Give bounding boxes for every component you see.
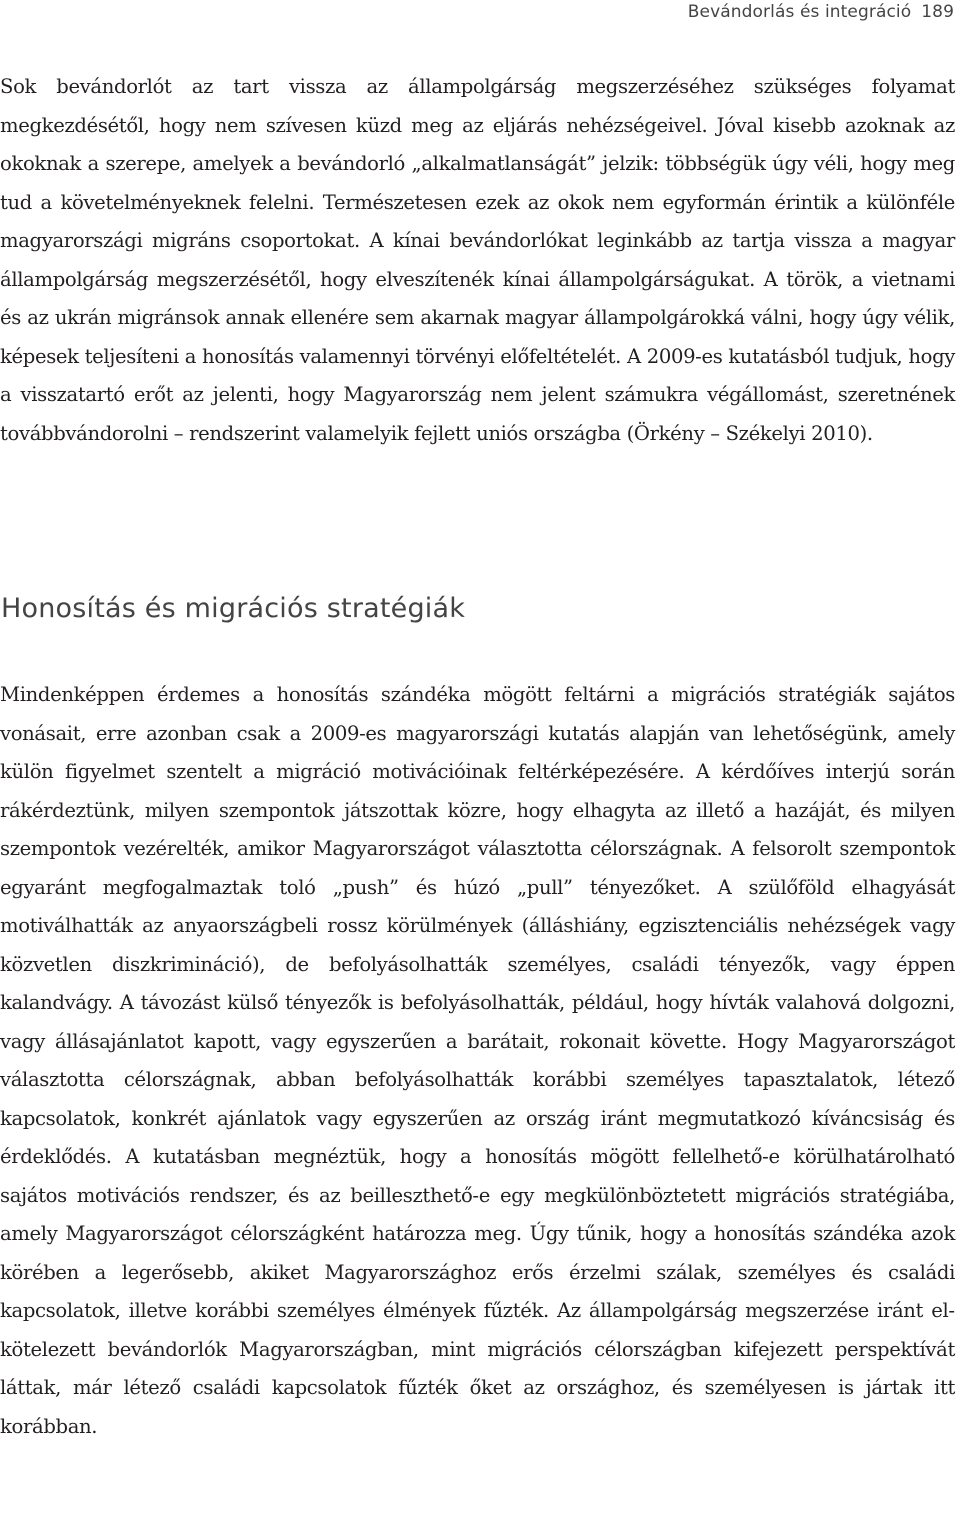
running-title: Bevándorlás és integráció: [687, 2, 912, 22]
running-header: [688, 2, 954, 22]
body-paragraph-strategies: Mindenképpen érdemes a honosítás szándéka mögött feltárni a migrációs stratégiák sajátos vonásait, erre azonban csak a 2009-es magyarországi kutatás alapján van lehetőségünk, amely külön figyelmet szentelt a migráció motivációinak feltérképezésére. A kérdőíves interjú során rákérdeztünk, milyen szempontok játszottak közre, hogy elhagyta az illető a hazáját, és milyen szempontok vezérelték, amikor Magyarországot választotta célországnak. A felsorolt szempontok egyaránt megfogalmaztak toló „push” és húzó „pull” tényezőket. A szülőföld elhagyását motiválhatták az anyaországbeli rossz körülmények (álláshiány, egzisztenciális nehézségek vagy közvetlen diszkrimináció), de befolyásolhatták személyes, családi tényezők, vagy éppen kalandvágy. A távozást külső tényezők is befolyásolhatták, például, hogy hívták valahová dolgozni, vagy állásajánlatot kapott, vagy egyszerűen a barátait, rokonait követte. Hogy Magyarországot választotta célországnak, abban befolyásolhatták korábbi személyes tapasztalatok, létező kapcsolatok, konkrét ajánlatok vagy egyszerűen az ország iránt megmutatkozó kíváncsiság és érdeklődés. A kutatásban megnéztük, hogy a honosítás mögött fellelhető-e körülhatárolható sajátos motivációs rendszer, és az beilleszthető-e egy megkülönböztetett migrációs stratégiába, amely Magyarországot célországként határozza meg. Úgy tűnik, hogy a honosítás szándéka azok körében a legerősebb, akiket Magyarországhoz erős érzelmi szálak, személyes és családi kapcsolatok, illetve korábbi személyes élmények fűzték. Az állampolgárság megszerzése iránt elkötelezett bevándorlók Magyarországban, mint migrációs célországban kifejezett perspektívát láttak, már létező családi kapcsolatok fűzték őket az országhoz, és személyesen is jártak itt korábban.: [0, 683, 955, 1438]
body-paragraph-intro: Sok bevándorlót az tart vissza az állampolgárság megszerzéséhez szükséges folyamat megkezdésétől, hogy nem szívesen küzd meg az eljárás nehézségeivel. Jóval kisebb azoknak az okoknak a szerepe, amelyek a bevándorló „alkalmatlanságát” jelzik: többségük úgy véli, hogy meg tud a követelményeknek felelni. Természetesen ezek az okok nem egyformán érintik a különféle magyarországi migráns csoportokat. A kínai bevándorlókat leginkább az tartja vissza a magyar állampolgárság megszerzésétől, hogy elveszítenék kínai állampolgárságukat. A török, a vietnami és az ukrán migránsok annak ellenére sem akarnak magyar állampolgárokká válni, hogy úgy vélik, képesek teljesíteni a honosítás valamennyi törvényi előfeltételét. A 2009-es kutatásból tudjuk, hogy a visszatartó erőt az jelenti, hogy Magyarország nem jelent számukra végállomást, szeretnének továbbvándorolni – rendszerint valamelyik fejlett uniós országba (Örkény – Székelyi 2010).: [0, 75, 955, 445]
page-number: 189: [921, 2, 954, 22]
section-heading: Honosítás és migrációs stratégiák: [1, 593, 466, 624]
